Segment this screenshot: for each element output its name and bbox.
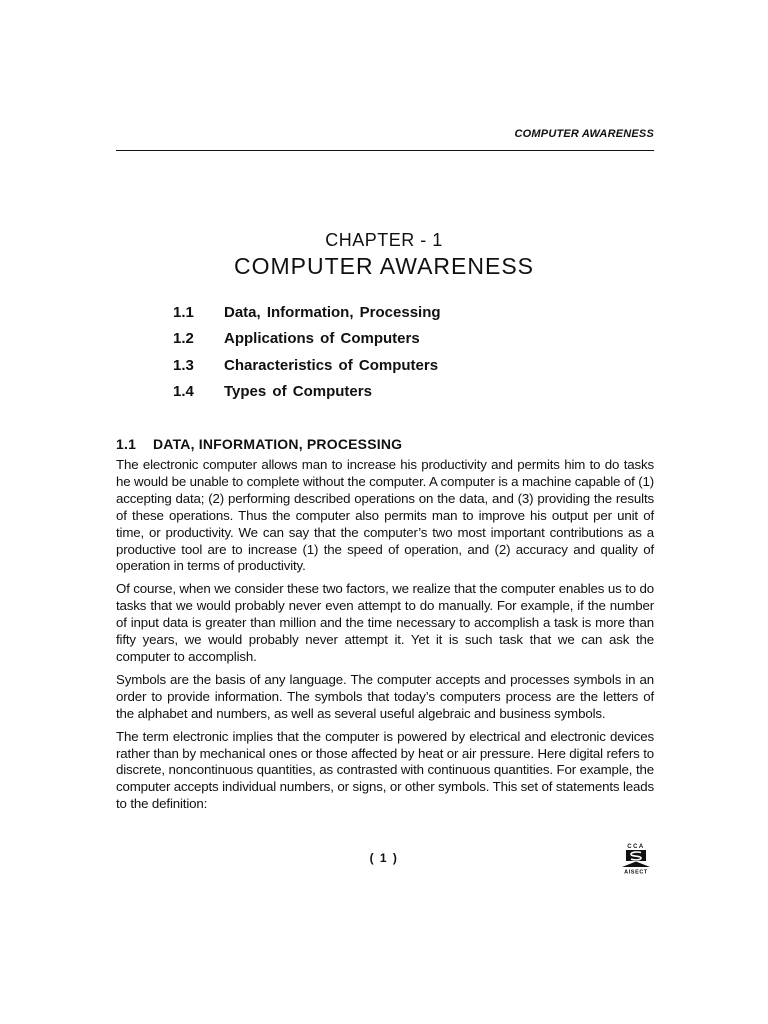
toc-item-label: Data, Information, Processing — [224, 303, 441, 321]
logo-top-text: CCA — [627, 844, 645, 850]
toc-item-number: 1.2 — [173, 330, 194, 348]
section-body — [116, 457, 654, 819]
toc-item — [173, 379, 593, 406]
section-number: 1.1 — [116, 436, 137, 452]
page-number: ( 1 ) — [369, 851, 399, 865]
aisect-logo-icon — [618, 842, 654, 874]
toc-item-label: Characteristics of Computers — [224, 356, 439, 374]
toc-item — [173, 326, 593, 353]
chapter-label: CHAPTER - 1 — [325, 230, 443, 250]
running-header: COMPUTER AWARENESS — [514, 128, 654, 140]
body-paragraph: Symbols are the basis of any language. The computer accepts and processes symbols in an order to provide information. The symbols that today’s computers process are the letters of the alphabet and numbers, as well as several useful algebraic and business symbols. — [116, 671, 654, 721]
section-title: DATA, INFORMATION, PROCESSING — [153, 436, 403, 452]
logo-bottom-text: AISECT — [624, 869, 648, 874]
toc-item — [173, 299, 593, 326]
toc-item-number: 1.3 — [173, 356, 194, 374]
toc-item-label: Types of Computers — [224, 383, 372, 401]
toc-item-number: 1.1 — [173, 303, 194, 321]
body-paragraph: The term electronic implies that the computer is powered by electrical and electronic devices rather than by mechanical ones or those affected by heat or air pressure. Here digital refers to discrete, noncontinuous quantities, as contrasted with continuous quantities. For example, the computer accepts individual numbers, or signs, or other symbols. This set of statements leads to the definition: — [116, 728, 654, 812]
table-of-contents — [173, 299, 593, 405]
header-divider — [116, 150, 654, 151]
toc-item-number: 1.4 — [173, 383, 194, 401]
toc-item-label: Applications of Computers — [224, 330, 420, 348]
body-paragraph: The electronic computer allows man to increase his productivity and permits him to do tasks he would be unable to complete without the computer. A computer is a machine capable of (1) accepting data; (2) performing described operations on the data, and (3) providing the results of these operations. Thus the computer also permits man to improve his output per unit of time, or productivity. We can say that the computer’s two most important contributions as a productive tool are to increase (1) the speed of operation, and (2) accuracy and quality of operation in terms of productivity. — [116, 457, 654, 574]
body-paragraph: Of course, when we consider these two factors, we realize that the computer enables us to do tasks that we would probably never even attempt to do manually. For example, if the number of input data is greater than million and the time necessary to accomplish a task is more than fifty years, we would probably never attempt it. Yet it is such task that we can ask the computer to accomplish. — [116, 581, 654, 664]
section-heading — [116, 436, 654, 452]
toc-item — [173, 352, 593, 379]
chapter-title: COMPUTER AWARENESS — [234, 253, 534, 279]
